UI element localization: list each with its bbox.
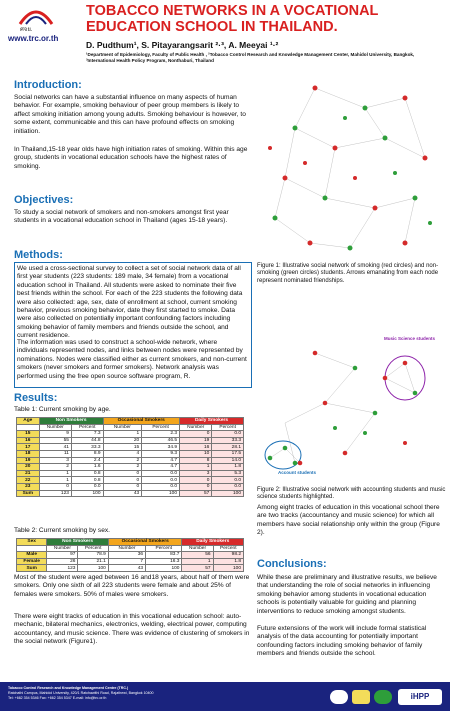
table-1-body [17, 431, 244, 497]
table1-cell: 22 [17, 477, 40, 484]
table-1-header-non: Non Smokers [39, 418, 103, 425]
table1-cell: 0 [103, 477, 142, 484]
table1-cell: 0.0 [212, 477, 244, 484]
table1-cell: 0 [180, 477, 212, 484]
table1-cell: 2.3 [142, 431, 180, 438]
affiliation-line-1: ¹Department of Epidemiology, Faculty of Public Health , ²Tobacco Control Research and Knowledge Management Center, Mahidol University, Bangkok, [86, 52, 415, 57]
table1-cell: 15 [103, 444, 142, 451]
table-2 [16, 538, 244, 572]
methods-paragraph-1: We used a cross-sectional survey to collect a set of social network data of all first year students (223 students: 189 male, 34 female) from a vocational education school in Thailand. All students were asked to nominate their five best friends within the school. For each of the 223 students the following data were also collected: age, sex, date of enrollment at school, current smoking behavior, previous smoking behavior, date they first started to smoke. Data were also collected on potentially important confounding factors including smoking behavior of family members and friends outside the school, and current residence. [17, 265, 243, 340]
footer-text [8, 686, 268, 701]
t1-sub-percent: Percent [212, 424, 244, 431]
table1-cell: 4.7 [142, 457, 180, 464]
table1-cell: 4 [103, 450, 142, 457]
table2-cell: 83.7 [146, 552, 182, 559]
table1-cell: 23 [17, 483, 40, 490]
table-2-header-sex: Sex [17, 539, 47, 546]
results-paragraph-2: There were eight tracks of education in this vocational education school: auto-mechanic, bilateral mechanics, electronics, welding, electrical power, computing accountancy, and music science. There was evidence of clustering of smokers in the social network (Figure1). [14, 613, 250, 646]
table1-cell: 0.8 [71, 470, 103, 477]
table1-cell: 5.3 [212, 470, 244, 477]
footer-line-1: Tobacco Control Research and Knowledge Management Centre (TRC.) [8, 686, 129, 690]
table2-cell: 56 [182, 552, 213, 559]
table1-cell: 17 [17, 444, 40, 451]
table2-cell: 26 [47, 558, 78, 565]
ihpp-logo: iHPP [398, 689, 442, 705]
table2-cell: 1 [182, 558, 213, 565]
table1-cell: 19 [180, 437, 212, 444]
table2-cell: 98.2 [213, 552, 243, 559]
network-nodes [268, 86, 432, 251]
table1-cell: 0 [180, 431, 212, 438]
account-students-label: Account students [278, 470, 317, 475]
table-1-header-occ: Occasional Smokers [103, 418, 180, 425]
table1-cell: 46.5 [142, 437, 180, 444]
table1-cell: 34.9 [142, 444, 180, 451]
footer-line-3: Tel: +662 354 5346 Fax: +662 354 5347 E-mail: info@trc.or.th [8, 696, 107, 700]
table1-cell: 44.8 [71, 437, 103, 444]
introduction-paragraph-2: In Thailand,15-18 year olds have high initiation rates of smoking. Within this age group, students in vocational education schools have the highest rates of smoking. [14, 146, 248, 170]
t1-sub-number: Number [39, 424, 71, 431]
table1-cell: 1 [39, 470, 71, 477]
t2-sub-number: Number [47, 545, 78, 552]
table1-cell: 10 [180, 450, 212, 457]
table2-cell: 36 [108, 552, 145, 559]
table1-cell: 0 [180, 483, 212, 490]
footer-logo-3 [374, 690, 392, 704]
objectives-paragraph: To study a social network of smokers and non-smokers amongst first year students in a vocational education school in Thailand (ages 15-18 years). [14, 209, 229, 225]
conclusions-paragraph-2: Future extensions of the work will include formal statistical analysis of the data accounting for potentially important confounding factors including smoking behavior of family members and friends outside the school. [257, 625, 427, 658]
table1-cell: 14.0 [212, 457, 244, 464]
table2-cell: 100 [213, 565, 243, 572]
table1-cell: 1.8 [212, 464, 244, 471]
table1-cell: 9.3 [142, 450, 180, 457]
table1-cell: 0 [103, 470, 142, 477]
introduction-heading: Introduction: [14, 79, 82, 91]
footer-line-2: Ratchathi Campus, Mahidol University, 420/1 Ratchawithi Road, Rajathewi, Bangkok 10400 [8, 691, 154, 695]
methods-heading: Methods: [14, 249, 63, 261]
table1-cell: 0.0 [142, 470, 180, 477]
table-2-body [17, 552, 244, 572]
table1-row [17, 450, 244, 457]
table2-row [17, 558, 244, 565]
table1-cell: 3 [180, 470, 212, 477]
affiliation-line-2: ³International Health Policy Program, Nonthaburi, Thailand [86, 58, 214, 63]
table1-cell: 0.0 [142, 477, 180, 484]
table1-cell: 55 [39, 437, 71, 444]
table2-cell: 97 [47, 552, 78, 559]
t2-sub-number: Number [108, 545, 145, 552]
methods-paragraph-2: The information was used to construct a school-wide network, where individuals represented nodes, and links between nodes were represented by nominations. Nodes were classified either as current smokers, and non-current smokers (never smokers and former smokers). Network analysis was performed using the free open source software program, R. [17, 339, 247, 380]
t1-sub-number: Number [103, 424, 142, 431]
table1-cell: 20 [103, 437, 142, 444]
footer-logo-1 [330, 690, 348, 704]
table1-cell: 28.1 [212, 444, 244, 451]
figure-1-network [255, 68, 445, 260]
table1-cell: 16 [180, 444, 212, 451]
authors: D. Pudthum¹, S. Pitayarangsarit ²·³, A. Meeyai ¹·² [86, 40, 279, 50]
trc-logo [6, 4, 68, 48]
affiliations [86, 52, 448, 64]
table1-cell: 100 [71, 490, 103, 497]
table1-cell: 18 [17, 450, 40, 457]
logo-url[interactable]: www.trc.or.th [8, 34, 59, 43]
table1-cell: 9 [39, 431, 71, 438]
network-2-nodes [268, 351, 418, 466]
table-1-header-age: Age [17, 418, 40, 425]
figure-1-caption: Figure 1: Illustrative social network of smoking (red circles) and non-smoking (green circles) students. Arrows emanating from each node represent nominated friendships. [257, 263, 439, 284]
introduction-paragraph-1: Social networks can have a substantial influence on many aspects of human behavior. For example, smoking behaviour of peer group members is likely to affect smoking initiation among young adults. Smoking behaviour is however, to some extent, communicable and this can have profound effects on smoking initiation. [14, 94, 246, 135]
table-2-header-daily: Daily Smokers [182, 539, 244, 546]
table1-cell: 8 [180, 457, 212, 464]
figure-2-text: Among eight tracks of education in this vocational school there are two tracks (accountancy and music science) for which all members have social relationship only within the group (Figure 2). [257, 504, 440, 537]
table1-cell: 0 [103, 483, 142, 490]
table1-cell: 1 [180, 464, 212, 471]
table1-cell: 100 [142, 490, 180, 497]
logo-thai-text: ศจย. [20, 27, 33, 33]
conclusions-paragraph-1: While these are preliminary and illustrative results, we believe that understanding the role of social networks in influencing smoking behavior among students in vocational education schools is potentially valuable for guiding and planning interventions to reduce smoking amongst students. [257, 574, 437, 615]
table1-row [17, 464, 244, 471]
table1-row [17, 470, 244, 477]
results-paragraph-1: Most of the student were aged between 16 and18 years, about half of them were smokers. Only one sixth of all 223 students were female and about 25% of females were smokers. 50% of males were smokers. [14, 574, 250, 598]
table2-cell: 7 [108, 558, 145, 565]
table1-row [17, 457, 244, 464]
table-1 [16, 417, 244, 497]
objectives-heading: Objectives: [14, 194, 74, 206]
table1-cell: Sum [17, 490, 40, 497]
table1-cell: 1 [103, 431, 142, 438]
table2-row [17, 552, 244, 559]
table1-cell: 2.4 [71, 457, 103, 464]
table1-cell: 100 [212, 490, 244, 497]
table1-cell: 2 [103, 457, 142, 464]
table1-cell: 33.3 [212, 437, 244, 444]
table1-cell: 0 [39, 483, 71, 490]
table2-cell: 100 [78, 565, 108, 572]
table1-cell: 7.3 [71, 431, 103, 438]
table1-cell: 16 [17, 437, 40, 444]
table2-cell: 57 [182, 565, 213, 572]
table-1-title: Table 1: Current smoking by age. [14, 406, 111, 413]
t2-sub-percent: Percent [78, 545, 108, 552]
table1-cell: 3 [39, 457, 71, 464]
table1-cell: 11 [39, 450, 71, 457]
table1-cell: 2 [103, 464, 142, 471]
table2-cell: Female [17, 558, 47, 565]
table1-row [17, 444, 244, 451]
t1-sub-percent: Percent [142, 424, 180, 431]
table2-cell: Male [17, 552, 47, 559]
table1-cell: 15 [17, 431, 40, 438]
t2-sub-percent: Percent [146, 545, 182, 552]
figure-2-network [255, 333, 445, 483]
table1-cell: 1 [39, 477, 71, 484]
table1-cell: 57 [180, 490, 212, 497]
table-2-header-non: Non Smokers [47, 539, 108, 546]
table2-cell: Sum [17, 565, 47, 572]
table1-cell: 4.7 [142, 464, 180, 471]
table2-cell: 16.3 [146, 558, 182, 565]
table1-cell: 123 [39, 490, 71, 497]
table2-cell: 78.9 [78, 552, 108, 559]
table-2-title: Table 2: Current smoking by sex. [14, 527, 111, 534]
table1-row [17, 431, 244, 438]
table1-cell: 2 [39, 464, 71, 471]
table-2-header-occ: Occasional Smokers [108, 539, 182, 546]
table2-cell: 43 [108, 565, 145, 572]
table2-cell: 123 [47, 565, 78, 572]
table1-cell: 20 [17, 464, 40, 471]
table1-cell: 43 [103, 490, 142, 497]
t1-sub-number: Number [180, 424, 212, 431]
results-heading: Results: [14, 392, 58, 404]
table1-cell: 0.8 [71, 477, 103, 484]
t2-sub-number: Number [182, 545, 213, 552]
table1-cell: 0.0 [212, 483, 244, 490]
table1-cell: 33.3 [71, 444, 103, 451]
table1-cell: 0.0 [212, 431, 244, 438]
footer-logo-2 [352, 690, 370, 704]
figure-2-caption: Figure 2: Illustrative social network with accounting students and music science students highlighted. [257, 487, 446, 501]
table1-cell: 1.6 [71, 464, 103, 471]
table1-row [17, 477, 244, 484]
table2-cell: 21.1 [78, 558, 108, 565]
conclusions-heading: Conclusions: [257, 558, 327, 570]
table1-cell: 8.9 [71, 450, 103, 457]
table1-cell: 21 [17, 470, 40, 477]
t2-sub-percent: Percent [213, 545, 243, 552]
table1-cell: 17.5 [212, 450, 244, 457]
table1-row [17, 483, 244, 490]
table1-cell: 0.0 [142, 483, 180, 490]
music-science-label: Music Science students [384, 336, 436, 341]
table2-row [17, 565, 244, 572]
table1-cell: 0.0 [71, 483, 103, 490]
t1-sub-percent: Percent [71, 424, 103, 431]
poster-title: TOBACCO NETWORKS IN A VOCATIONAL EDUCATION SCHOOL IN THAILAND. [86, 3, 379, 35]
table-1-header-daily: Daily Smokers [180, 418, 244, 425]
table2-cell: 1.8 [213, 558, 243, 565]
table2-cell: 100 [146, 565, 182, 572]
table1-cell: 41 [39, 444, 71, 451]
table1-row [17, 490, 244, 497]
table1-row [17, 437, 244, 444]
table1-cell: 19 [17, 457, 40, 464]
